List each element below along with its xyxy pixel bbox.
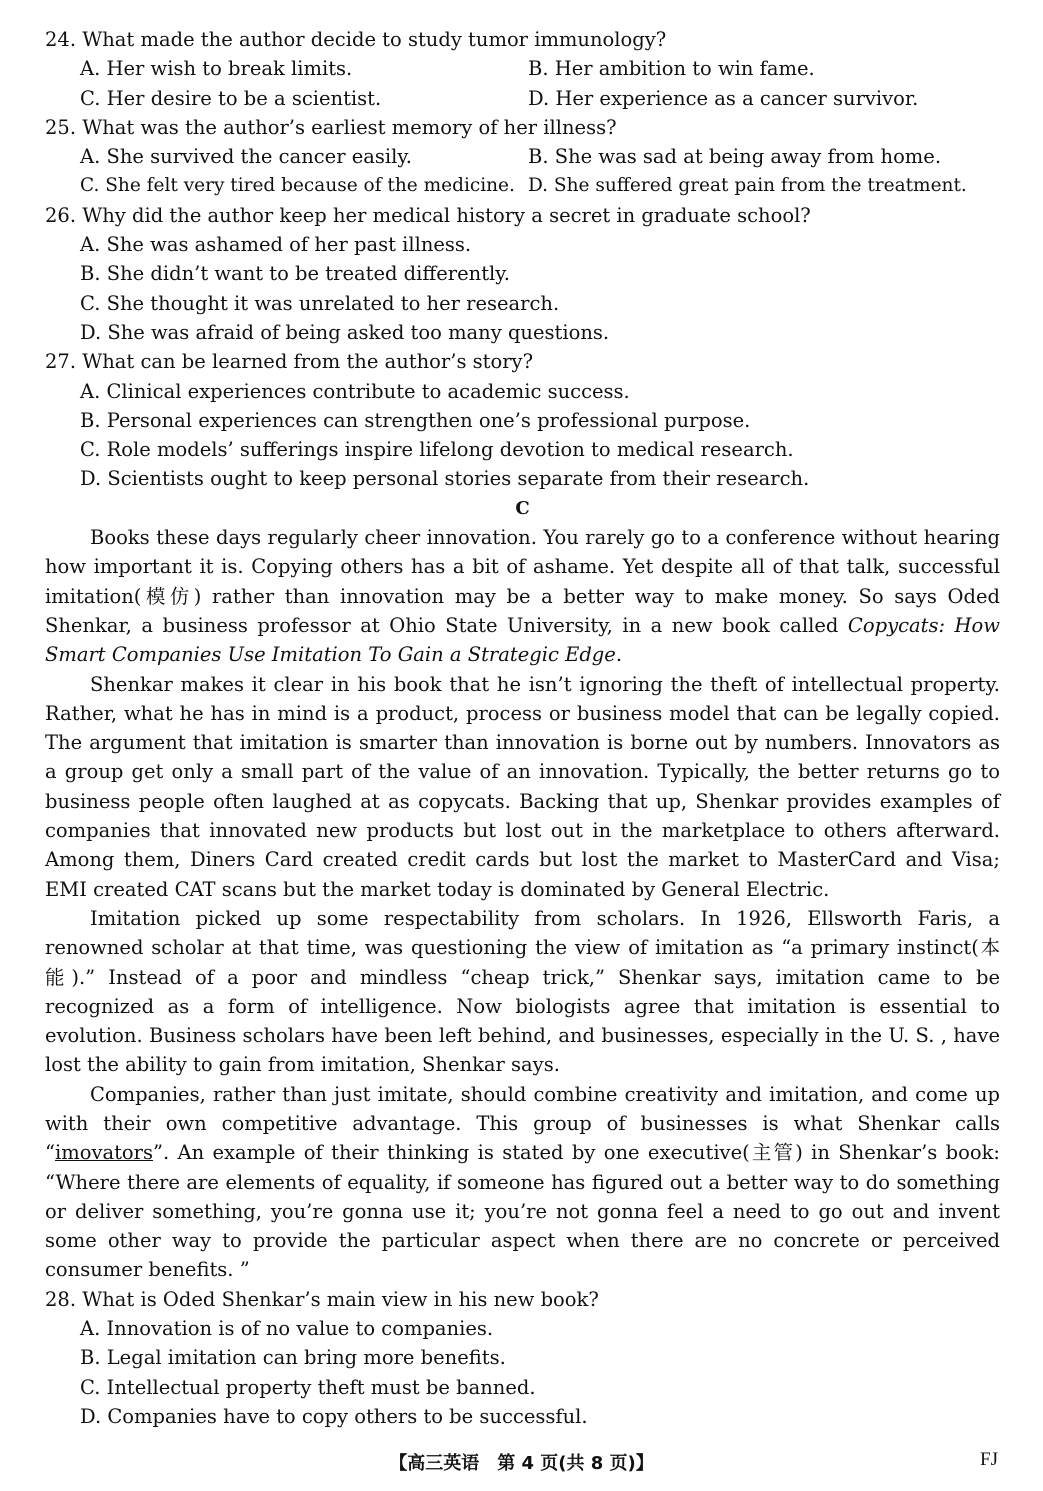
option-26b: B. She didn’t want to be treated differently. <box>80 262 510 286</box>
passage-paragraph-3: Imitation picked up some respectability from scholars. In 1926, Ellsworth Faris, a renowned scholar at that time, was questioning the view of imitation as “a primary instinct(本能).” Instead of a poor and mindless “cheap trick,” Shenkar says, imitation came to be recognized as a form of intelligence. Now biologists agree that imitation is essential to evolution. Business scholars have been left behind, and businesses, especially in the U. S. , have lost the ability to gain from imitation, Shenkar says. <box>45 906 1000 1077</box>
option-28c: C. Intellectual property theft must be banned. <box>80 1375 536 1399</box>
question-25-options-row-1 <box>45 142 1000 171</box>
option-24a: A. Her wish to break limits. <box>80 57 353 81</box>
footer-page-info: 【高三英语 第 4 页(共 8 页)】 <box>389 1453 654 1474</box>
option-28a: A. Innovation is of no value to companies. <box>80 1317 494 1341</box>
question-24-options-row-2 <box>45 84 1000 113</box>
paragraph-1-text: Books these days regularly cheer innovation. You rarely go to a conference without hearing how important it is. Copying others has a bit of ashame. Yet despite all of that talk, successful imitation(模仿) rather than innovation may be a better way to make money. So says Oded Shenkar, a business professor at Ohio State University, in a new book called <box>45 526 1000 637</box>
option-25b: B. She was sad at being away from home. <box>528 145 942 169</box>
option-24d: D. Her experience as a cancer survivor. <box>528 86 919 110</box>
paragraph-1-end: . <box>615 643 623 667</box>
option-26a: A. She was ashamed of her past illness. <box>80 233 472 257</box>
question-28-stem: 28. What is Oded Shenkar’s main view in his new book? <box>45 1287 599 1311</box>
option-27c: C. Role models’ sufferings inspire lifelong devotion to medical research. <box>80 438 794 462</box>
passage-paragraph-2: Shenkar makes it clear in his book that he isn’t ignoring the theft of intellectual property. Rather, what he has in mind is a product, process or business model that can be legally copied. The argument that imitation is smarter than innovation is borne out by numbers. Innovators as a group get only a small part of the value of an innovation. Typically, the better returns go to business people often laughed at as copycats. Backing that up, Shenkar provides examples of companies that innovated new products but lost out in the marketplace to others afterward. Among them, Diners Card created credit cards but lost the market to MasterCard and Visa; EMI created CAT scans but the market today is dominated by General Electric. <box>45 672 1000 901</box>
option-25c: C. She felt very tired because of the medicine. <box>80 175 515 197</box>
question-25-options-row-2 <box>45 171 1000 200</box>
question-24-stem: 24. What made the author decide to study tumor immunology? <box>45 28 667 51</box>
option-24c: C. Her desire to be a scientist. <box>80 86 382 110</box>
paragraph-4-end: ”. An example of their thinking is stated by one executive(主管) in Shenkar’s book: “Where there are elements of equality, if someone has figured out a better way to do something or deliver something, you’re gonna use it; you’re not gonna feel a need to go out and invent some other way to provide the particular aspect when there are no concrete or perceived consumer benefits. ” <box>45 1141 1000 1282</box>
exam-page <box>45 25 1000 1431</box>
section-heading-c: C <box>515 497 530 519</box>
question-27-stem: 27. What can be learned from the author’s story? <box>45 350 534 374</box>
option-25a: A. She survived the cancer easily. <box>80 145 413 169</box>
option-25d: D. She suffered great pain from the treatment. <box>528 175 967 197</box>
option-24b: B. Her ambition to win fame. <box>528 57 815 81</box>
option-28b: B. Legal imitation can bring more benefits. <box>80 1346 506 1370</box>
option-27d: D. Scientists ought to keep personal stories separate from their research. <box>80 467 810 491</box>
page-footer <box>0 1449 1043 1479</box>
option-27b: B. Personal experiences can strengthen one’s professional purpose. <box>80 408 751 432</box>
question-25-stem: 25. What was the author’s earliest memory of her illness? <box>45 115 617 139</box>
paragraph-4-start: Companies, rather than just imitate, should combine creativity and imitation, and come up with their own competitive advantage. This group of businesses is what Shenkar calls “ <box>45 1082 1000 1165</box>
option-26c: C. She thought it was unrelated to her research. <box>80 291 560 315</box>
question-24-options-row-1 <box>45 54 1000 83</box>
passage-paragraph-4 <box>45 1080 1000 1285</box>
option-26d: D. She was afraid of being asked too many questions. <box>80 320 610 344</box>
passage-paragraph-1 <box>45 523 1000 669</box>
question-26-stem: 26. Why did the author keep her medical history a secret in graduate school? <box>45 203 811 227</box>
option-27a: A. Clinical experiences contribute to academic success. <box>80 379 630 403</box>
underlined-term: imovators <box>54 1141 153 1165</box>
footer-region-code: FJ <box>980 1449 998 1470</box>
option-28d: D. Companies have to copy others to be successful. <box>80 1404 588 1428</box>
book-title: Copycats: How Smart Companies Use Imitation To Gain a Strategic Edge <box>45 613 1000 667</box>
